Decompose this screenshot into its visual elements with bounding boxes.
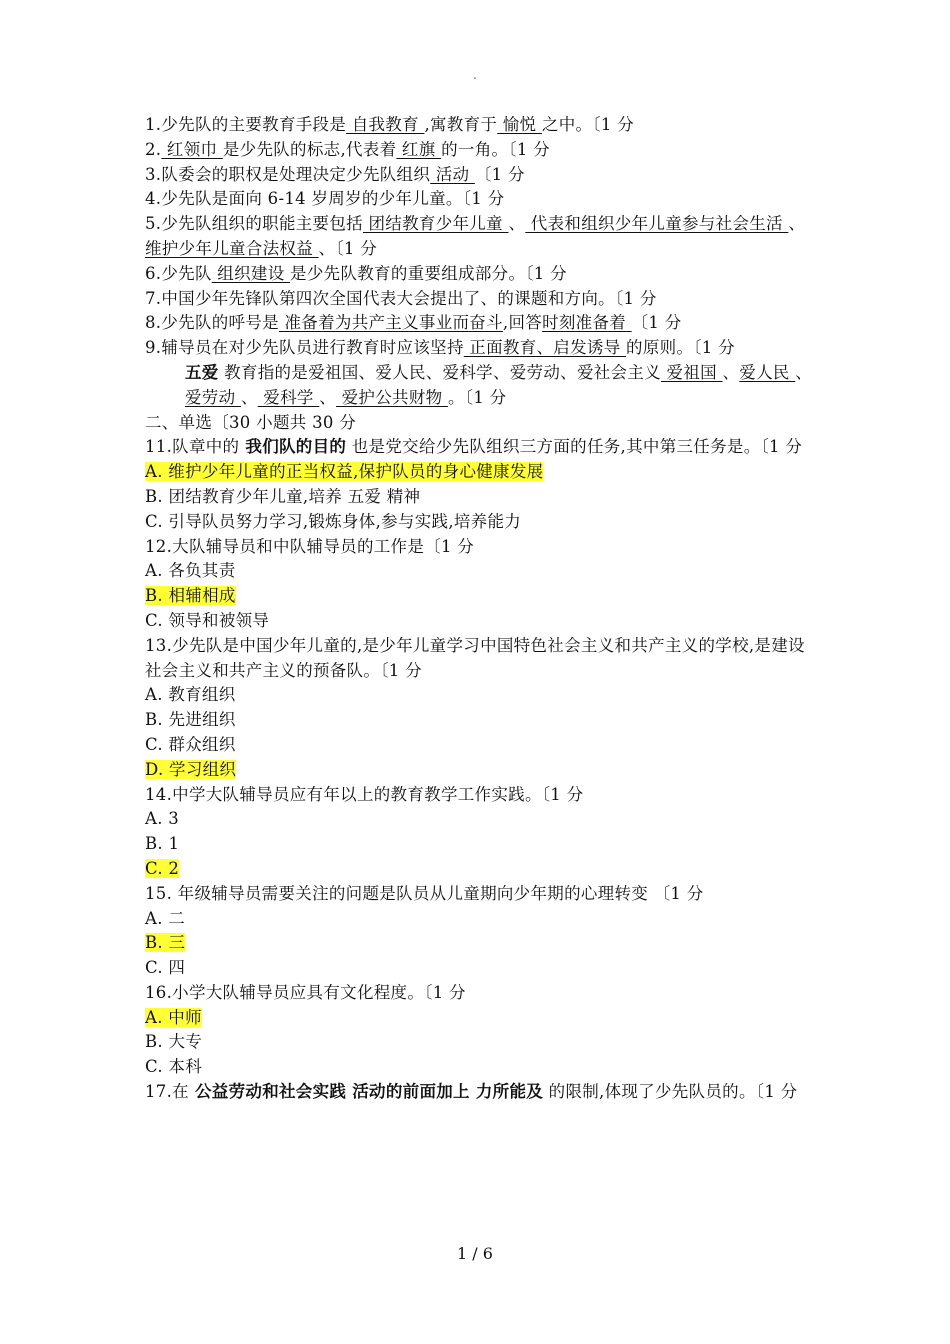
q5-text-c: 、 (508, 214, 526, 234)
q3-text-a: 3.队委会的职权是处理决定少先队组织 (145, 164, 431, 184)
mc-option (145, 931, 815, 956)
mc-option (145, 832, 815, 857)
mc-option-answer-highlight: A. 维护少年儿童的正当权益,保护队员的身心健康发展 (145, 462, 544, 482)
document-body (145, 113, 815, 1105)
mc-option-text: C. 群众组织 (145, 734, 236, 754)
mc-option-answer-highlight: B. 三 (145, 933, 186, 953)
mc-option (145, 683, 815, 708)
mc-option-text: B. 先进组织 (145, 710, 236, 730)
q6-text-d: 是少先队教育的重要组成部分。〔1 分 (290, 263, 567, 283)
q1-text-d: 之中。〔1 分 (541, 115, 634, 134)
mc-option (145, 807, 815, 832)
q3-blank-1: 活动 (430, 164, 475, 184)
q8-text-c: ,回答 (502, 313, 543, 333)
q5-blank-2: 代表和组织少年儿童参与社会生活 (525, 214, 789, 234)
mc-question-stem (145, 535, 815, 560)
q2-blank-1: 红领巾 (161, 139, 223, 159)
mc-stem-part: 14.中学大队辅导员应有年以上的教育教学工作实践。〔1 分 (145, 784, 584, 804)
q6-text-a: 6.少先队 (145, 263, 212, 283)
q6-blank-1: 组织建设 (211, 263, 291, 283)
q9-blank-1: 正面教育、启发诱导 (463, 338, 627, 358)
q10-blank-4: 爱科学 (257, 387, 320, 407)
q10-text-d: 。〔1 分 (447, 387, 507, 407)
mc-option (145, 584, 815, 609)
q10-blank-3: 爱劳动 (185, 387, 241, 407)
q9-text-a: 9.辅导员在对少先队员进行教育时应该坚持 (145, 338, 464, 358)
mc-option (145, 857, 815, 882)
mc-option-text: B. 大专 (145, 1032, 203, 1052)
q10-blank-5: 爱护公共财物 (336, 387, 448, 407)
mc-option-answer-highlight: C. 2 (145, 858, 180, 878)
mc-option (145, 708, 815, 733)
mc-stem-part: 11.队章中的 (145, 437, 240, 457)
mc-question-stem (145, 783, 815, 808)
q10-blank-1: 爱祖国 (660, 362, 723, 382)
mc-option-text: A. 教育组织 (145, 685, 236, 705)
mc-stem-part: 12.大队辅导员和中队辅导员的工作是〔1 分 (145, 536, 475, 556)
q5-text-a: 5.少先队组织的职能主要包括 (145, 214, 363, 234)
q7-text: 7.中国少年先锋队第四次全国代表大会提出了、的课题和方向。〔1 分 (145, 288, 657, 308)
q8-blank-1: 准备着为共产主义事业而奋斗 (278, 313, 503, 333)
q9-text-d: 的原则。〔1 分 (626, 338, 735, 358)
mc-question-stem (145, 1080, 815, 1105)
q10-blank-2: 爱人民 (739, 362, 796, 382)
question-1 (145, 113, 815, 138)
mc-option (145, 733, 815, 758)
question-8 (145, 311, 815, 336)
mc-option-text: A. 二 (145, 908, 186, 928)
question-7 (145, 287, 815, 312)
mc-option-answer-highlight: A. 中师 (145, 1007, 202, 1027)
q10-text-g: 、 (240, 387, 258, 407)
question-9 (145, 336, 815, 361)
mc-stem-part: 公益劳动和社会实践 活动的前面加上 力所能及 (188, 1082, 544, 1102)
q1-blank-1: 自我教育 (346, 115, 425, 134)
mc-stem-part: 我们队的目的 (239, 437, 347, 457)
mc-stem-part: 也是党交给少先队组织三方面的任务,其中第三任务是。〔1 分 (346, 437, 803, 457)
q4-text: 4.少先队是面向 6-14 岁周岁的少年儿童。〔1 分 (145, 189, 505, 209)
mc-stem-part: 13.少先队是中国少年儿童的,是少年儿童学习中国特色社会主义和共产主义的学校,是建设社会主义和共产主义的预备队。〔1 分 (145, 635, 805, 680)
mc-question-stem (145, 981, 815, 1006)
mc-stem-part: 15. 年级辅导员需要关注的问题是队员从儿童期向少年期的心理转变 〔1 分 (145, 883, 704, 903)
mc-option (145, 758, 815, 783)
q10-text-e: 、 (722, 362, 740, 382)
mc-option-answer-highlight: D. 学习组织 (145, 759, 237, 779)
q8-blank-2: 时刻准备着 (542, 313, 632, 333)
mc-option (145, 1006, 815, 1031)
mc-option (145, 1055, 815, 1080)
q2-text-d: 的一角。〔1 分 (441, 139, 550, 159)
q1-blank-2: 愉悦 (497, 115, 542, 134)
question-3 (145, 163, 815, 188)
mc-option-text: C. 领导和被领导 (145, 610, 270, 630)
mc-option-answer-highlight: B. 相辅相成 (145, 586, 236, 606)
question-5 (145, 212, 815, 262)
mc-stem-part: 17.在 (145, 1082, 189, 1102)
q8-text-d: 〔1 分 (631, 313, 682, 333)
mc-option (145, 460, 815, 485)
q10-text-a: 五爱 (185, 362, 219, 382)
mc-question-stem (145, 435, 815, 460)
question-2 (145, 138, 815, 163)
q10-text-h: 、 (319, 387, 337, 407)
q8-text-a: 8.少先队的呼号是 (145, 313, 279, 333)
mc-option-text: B. 团结教育少年儿童,培养 五爱 精神 (145, 486, 421, 506)
q5-text-d: 、〔1 分 (318, 238, 378, 258)
multiple-choice-list (145, 435, 815, 1105)
q2-blank-2: 红旗 (396, 139, 442, 159)
q2-text-a: 2. (145, 139, 162, 159)
page-number: 1 / 6 (457, 1244, 493, 1263)
mc-option-text: C. 引导队员努力学习,锻炼身体,参与实践,培养能力 (145, 511, 522, 531)
q5-blank-3: 维护少年儿童合法权益 (145, 238, 319, 258)
question-4 (145, 187, 815, 212)
q5-blank-1: 团结教育少年儿童 (362, 214, 509, 234)
mc-option-text: C. 四 (145, 958, 186, 978)
mc-question-stem (145, 634, 815, 684)
mc-stem-part: 的限制,体现了少先队员的。〔1 分 (543, 1082, 798, 1102)
mc-option (145, 956, 815, 981)
q10-text-f: 、 (795, 362, 813, 382)
mc-option-text: A. 各负其责 (145, 561, 236, 581)
mc-option-text: C. 本科 (145, 1057, 203, 1077)
mc-option (145, 510, 815, 535)
mc-stem-part: 16.小学大队辅导员应具有文化程度。〔1 分 (145, 982, 466, 1002)
mc-question-stem (145, 882, 815, 907)
header-dot: . (473, 68, 477, 82)
q1-text-a: 1.少先队的主要教育手段是 (145, 115, 347, 134)
mc-option (145, 559, 815, 584)
q3-text-d: 〔1 分 (474, 164, 525, 184)
mc-option (145, 907, 815, 932)
section-heading: 二、单选〔30 小题共 30 分 (145, 412, 357, 432)
mc-option (145, 609, 815, 634)
mc-option (145, 1030, 815, 1055)
question-10 (145, 361, 815, 411)
question-6 (145, 262, 815, 287)
q10-text-c: 教育指的是爱祖国、爱人民、爱科学、爱劳动、爱社会主义 (218, 362, 661, 382)
q1-text-c: ,寓教育于 (424, 115, 498, 134)
mc-option (145, 485, 815, 510)
q5-text-e: 、 (788, 214, 806, 234)
mc-option-text: B. 1 (145, 834, 180, 854)
mc-option-text: A. 3 (145, 809, 180, 829)
q2-text-c: 是少先队的标志,代表着 (222, 139, 397, 159)
